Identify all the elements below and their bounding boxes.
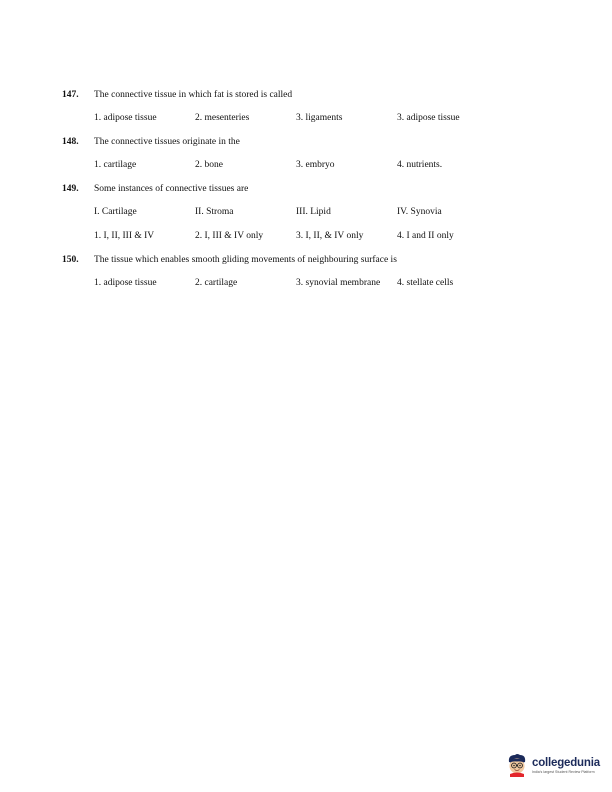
question-150 xyxy=(62,255,582,295)
option-1: 1. cartilage xyxy=(94,160,137,170)
statement-3: III. Lipid xyxy=(296,207,331,217)
mascot-face-icon xyxy=(506,753,528,777)
question-stem xyxy=(62,90,582,106)
statement-row xyxy=(94,200,582,224)
question-list xyxy=(62,90,582,302)
option-4: 4. nutrients. xyxy=(397,160,443,170)
option-2: 2. I, III & IV only xyxy=(195,231,264,241)
statement-1: I. Cartilage xyxy=(94,207,137,217)
option-1: 1. I, II, III & IV xyxy=(94,231,155,241)
option-row xyxy=(94,271,582,295)
option-1: 1. adipose tissue xyxy=(94,113,157,123)
option-row xyxy=(94,153,582,177)
question-149 xyxy=(62,184,582,248)
statement-2: II. Stroma xyxy=(195,207,234,217)
option-4: 4. I and II only xyxy=(397,231,454,241)
option-4: 3. adipose tissue xyxy=(397,113,460,123)
option-4: 4. stellate cells xyxy=(397,278,454,288)
statement-4: IV. Synovia xyxy=(397,207,442,217)
question-text: The connective tissues originate in the xyxy=(94,137,240,147)
question-147 xyxy=(62,90,582,130)
question-number: 149. xyxy=(62,184,79,194)
option-2: 2. cartilage xyxy=(195,278,238,288)
option-3: 3. synovial membrane xyxy=(296,278,381,288)
question-text: The tissue which enables smooth gliding movements of neighbouring surface is xyxy=(94,255,397,265)
option-row xyxy=(94,106,582,130)
question-number: 147. xyxy=(62,90,79,100)
option-2: 2. bone xyxy=(195,160,223,170)
question-stem xyxy=(62,184,582,200)
question-number: 150. xyxy=(62,255,79,265)
option-row xyxy=(94,224,582,248)
question-148 xyxy=(62,137,582,177)
question-number: 148. xyxy=(62,137,79,147)
question-text: Some instances of connective tissues are xyxy=(94,184,249,194)
option-1: 1. adipose tissue xyxy=(94,278,157,288)
question-text: The connective tissue in which fat is stored is called xyxy=(94,90,293,100)
option-3: 3. ligaments xyxy=(296,113,343,123)
logo-text xyxy=(532,757,600,774)
option-2: 2. mesenteries xyxy=(195,113,250,123)
logo-brand-name: collegedunia xyxy=(532,756,600,769)
option-3: 3. I, II, & IV only xyxy=(296,231,364,241)
option-3: 3. embryo xyxy=(296,160,335,170)
question-stem xyxy=(62,137,582,153)
question-stem xyxy=(62,255,582,271)
collegedunia-logo xyxy=(506,750,606,780)
logo-tagline: India's largest Student Review Platform xyxy=(532,769,595,774)
